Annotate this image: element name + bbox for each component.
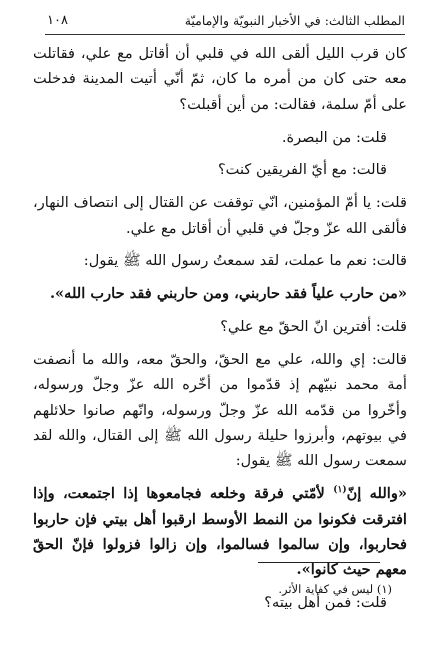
hadith-quote-2 (33, 481, 407, 583)
paragraph-5: قالت: نعم ما عملت، لقد سمعتُ رسول الله ﷺ يقول: (83, 252, 407, 270)
footnote-divider (258, 562, 380, 563)
paragraph-7: قلت: أفترين انّ الحقّ مع علي؟ (220, 318, 407, 335)
paragraph-3: قالت: مع أيّ الفريقين كنت؟ (217, 161, 387, 179)
quote-start: «والله إنّ (346, 485, 407, 503)
running-head: المطلب الثالث: في الأخبار النبويّة والإماميّة (184, 13, 405, 28)
paragraph-8: قالت: إي والله، علي مع الحقّ، والحقّ معه، والله ما أنصفت أمة محمد نبيّهم إذ قدّموا من أخّره الله عزّ وجلّ ورسوله، وأخّروا من قدّمه الله عزّ وجلّ ورسوله، وانّهم صانوا حلائلهم في بيوتهم، وأبرزوا حليلة رسول الله ﷺ إلى القتال، والله لقد سمعت رسول الله ﷺ يقول: (33, 350, 407, 470)
body-text (33, 41, 407, 623)
page-number: ١٠٨ (47, 13, 68, 28)
paragraph-10: قلت: فمن أهل بيته؟ (264, 594, 387, 612)
hadith-quote: «من حارب علياً فقد حاربني، ومن حاربني فقد حارب الله». (49, 285, 407, 303)
paragraph-4: قلت: يا أمّ المؤمنين، انّي توقفت عن القتال إلى انتصاف النهار، فألقى الله عزّ وجلّ في قلبي أن أقاتل مع علي. (33, 194, 407, 237)
footnote-ref: (١) (333, 485, 347, 496)
paragraph-1: كان قرب الليل ألقى الله في قلبي أن أقاتل مع علي، فقاتلت معه حتى كان من أمره ما كان، ثمّ أنّي أتيت المدينة فدخلت على أمّ سلمة، فقالت: من أين أقبلت؟ (33, 45, 407, 113)
page-header (45, 8, 405, 35)
quote-rest: لأمّتي فرقة وخلعه فجامعوها إذا اجتمعت، وإذا افترقت فكونوا من النمط الأوسط ارقبوا أهل بيتي فإن حاربوا فحاربوا، وإن سالموا فسالموا، وإن زالوا فزولوا فإنّ الحقّ معهم حيث كانوا». (33, 485, 407, 579)
paragraph-2: قلت: من البصرة. (281, 128, 387, 146)
footnote: (١) ليس في كفاية الأثر. (278, 582, 392, 596)
